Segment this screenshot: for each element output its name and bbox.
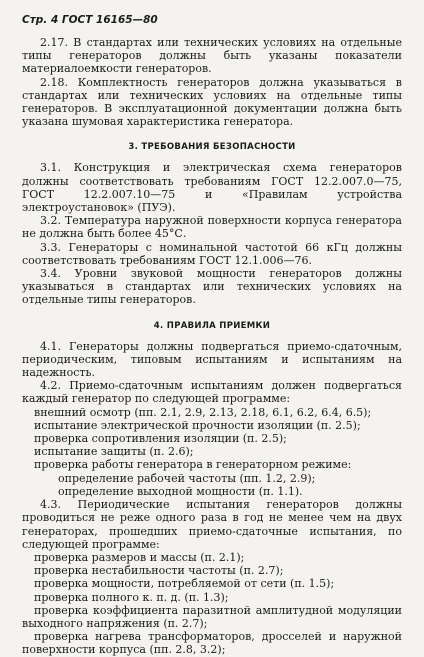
list-item: проверка размеров и массы (п. 2.1); bbox=[34, 550, 245, 564]
list-item-long: проверка нагрева трансформаторов, дросселей и наружной поверхности корпуса (пп. 2.8, 3.2); bbox=[22, 630, 402, 657]
paragraph-3-4: 3.4. Уровни звуковой мощности генераторов должны указываться в стандартах или технических условиях на отдельные типы генераторов. bbox=[22, 267, 402, 307]
list-item: проверка сопротивления изоляции (п. 2.5); bbox=[34, 432, 287, 446]
section-4-heading: 4. ПРАВИЛА ПРИЕМКИ bbox=[153, 320, 271, 331]
paragraph-4-1: 4.1. Генераторы должны подвергаться приемо-сдаточным, периодическим, типовым испытаниям и испытаниям на надежность. bbox=[22, 339, 402, 380]
paragraph-4-3: 4.3. Периодические испытания генераторов должны проводиться не реже одного раза в год не менее чем на двух генераторах, прошедших приемо-сдаточные испытания, по следующей программе: bbox=[22, 498, 402, 551]
paragraph-2-18: 2.18. Комплектность генераторов должна указываться в стандартах или технических условиях на отдельные типы генераторов. В эксплуатационной документации должна быть указана шумовая характеристика генератора. bbox=[22, 75, 402, 129]
list-item: внешний осмотр (пп. 2.1, 2.9, 2.13, 2.18, 6.1, 6.2, 6.4, 6.5); bbox=[34, 405, 372, 419]
list-item-long: проверка коэффициента паразитной амплитудной модуляции выходного напряжения (п. 2.7); bbox=[22, 603, 402, 630]
list-item: испытание электрической прочности изоляции (п. 2.5); bbox=[34, 418, 361, 432]
paragraph-2-17: 2.17. В стандартах или технических условиях на отдельные типы генераторов должны быть указаны показатели материалоемкости генераторов. bbox=[22, 36, 402, 76]
list-item: испытание защиты (п. 2.6); bbox=[34, 445, 194, 459]
paragraph-4-2: 4.2. Приемо-сдаточным испытаниям должен подвергаться каждый генератор по следующей программе: bbox=[22, 379, 402, 406]
list-item: проверка работы генератора в генераторном режиме: bbox=[34, 458, 352, 472]
list-item: проверка полного к. п. д. (п. 1.3); bbox=[34, 590, 229, 604]
list-item: проверка нестабильности частоты (п. 2.7); bbox=[34, 564, 284, 578]
paragraph-3-3: 3.3. Генераторы с номинальной частотой 66 кГц должны соответствовать требованиям ГОСТ 12.1.006—76. bbox=[22, 240, 402, 267]
section-3-heading: 3. ТРЕБОВАНИЯ БЕЗОПАСНОСТИ bbox=[128, 142, 296, 153]
list-item: проверка мощности, потребляемой от сети (п. 1.5); bbox=[34, 577, 335, 591]
paragraph-3-1: 3.1. Конструкция и электрическая схема генераторов должны соответствовать требованиям ГОСТ 12.2.007.0—75, ГОСТ 12.2.007.10—75 и «Правилам устройства электроустановок» (ПУЭ). bbox=[22, 161, 402, 215]
page-header: Стр. 4 ГОСТ 16165—80 bbox=[22, 14, 158, 26]
sub-list-item: определение выходной мощности (п. 1.1). bbox=[58, 484, 303, 498]
paragraph-3-2: 3.2. Температура наружной поверхности корпуса генератора не должна быть более 45°С. bbox=[22, 214, 402, 241]
sub-list-item: определение рабочей частоты (пп. 1.2, 2.9); bbox=[58, 471, 316, 485]
